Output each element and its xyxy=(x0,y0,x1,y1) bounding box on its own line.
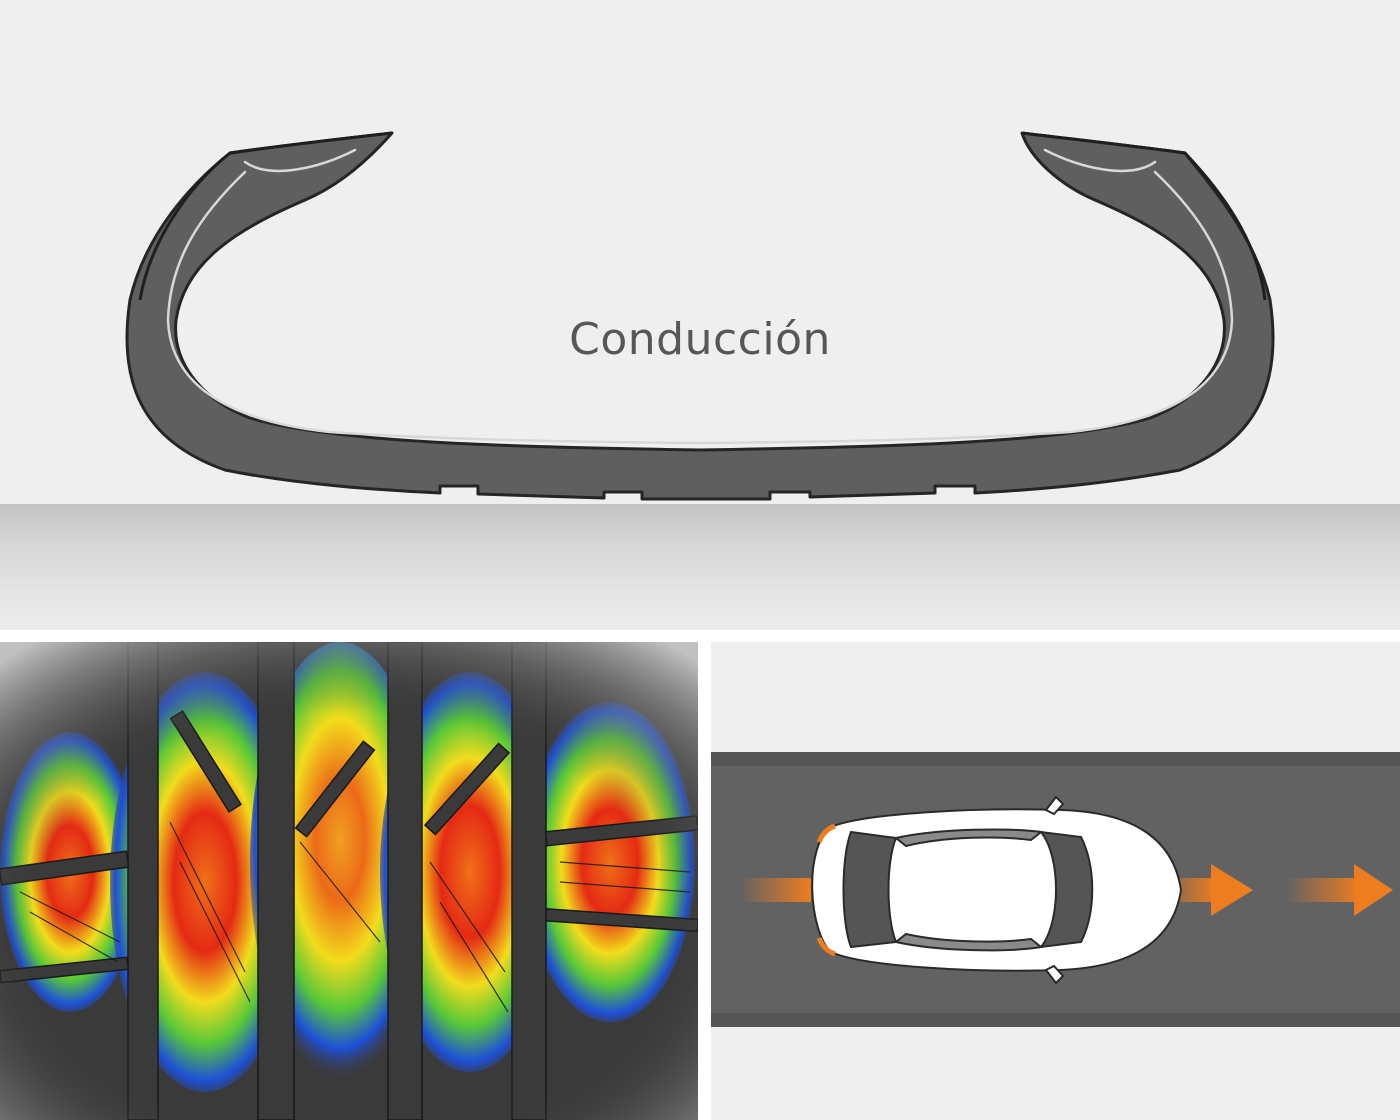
diagram-title: Conducción xyxy=(569,314,831,365)
motion-arrow-left xyxy=(741,878,811,902)
tread-heatmap-icon xyxy=(0,642,698,1120)
tire-inner-ply xyxy=(168,150,1232,443)
car-driving-panel xyxy=(711,642,1400,1120)
car-body xyxy=(812,797,1181,983)
car-top-view-icon xyxy=(711,642,1400,1120)
tread-heatmap-panel xyxy=(0,642,698,1120)
